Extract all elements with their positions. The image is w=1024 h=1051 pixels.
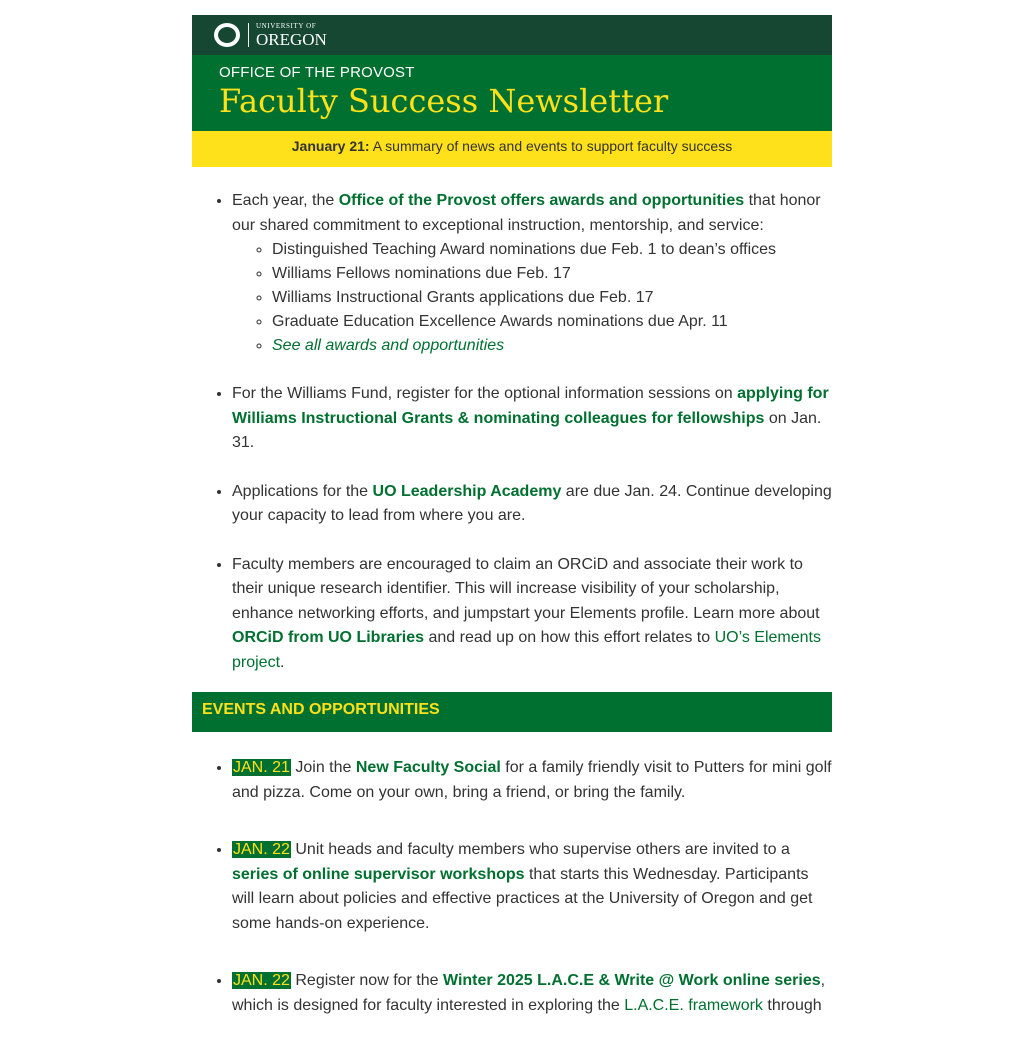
- list-item-awards: [232, 189, 832, 358]
- orcid-link[interactable]: ORCiD from UO Libraries: [232, 629, 425, 646]
- list-item-leadership: [232, 480, 832, 529]
- event-item: [232, 838, 832, 936]
- list-item-williams: [232, 382, 832, 456]
- item-text: Each year, the: [232, 192, 339, 209]
- event-date-badge: JAN. 22: [233, 841, 290, 858]
- item-text: .: [280, 653, 285, 671]
- office-label: OFFICE OF THE PROVOST: [219, 64, 415, 81]
- item-text: on Jan. 31.: [232, 409, 822, 451]
- awards-sublist: [232, 238, 832, 358]
- supervisor-workshops-link[interactable]: series of online supervisor workshops: [232, 865, 525, 883]
- item-text: Faculty members are encouraged to claim an ORCiD and associate their work to their unique research identifier. This will increase visibility of your scholarship, enhance networking efforts, and jumpstart your Elements profile. Learn more about: [232, 555, 820, 622]
- sub-list-item: ◦ Williams Fellows nominations due Feb. 17: [272, 262, 832, 286]
- event-text: , which is designed for faculty interested in exploring the: [232, 972, 826, 1014]
- item-text: and read up on how this effort relates to: [424, 629, 715, 646]
- sub-list-item: [272, 334, 832, 358]
- item-text: Applications for the: [232, 482, 373, 500]
- event-item: [232, 756, 832, 805]
- sub-list-item: ◦ Graduate Education Excellence Awards nominations due Apr. 11: [272, 310, 832, 334]
- news-list: [192, 189, 832, 675]
- leadership-academy-link[interactable]: UO Leadership Academy: [372, 482, 562, 500]
- wordmark-small: UNIVERSITY OF: [256, 21, 317, 30]
- list-item-orcid: [232, 553, 832, 676]
- events-list: [192, 756, 832, 1018]
- event-date-badge: JAN. 22: [233, 972, 290, 989]
- williams-sessions-link[interactable]: applying for Williams Instructional Grants & nominating colleagues for fellowships: [232, 385, 829, 427]
- see-all-awards-link[interactable]: See all awards and opportunities: [272, 337, 505, 354]
- uo-logo-bar: [192, 15, 832, 55]
- event-item: [232, 969, 832, 1018]
- logo-divider: [248, 23, 249, 47]
- awards-link[interactable]: Office of the Provost offers awards and opportunities: [338, 192, 745, 209]
- item-text: that honor our shared commitment to exceptional instruction, mentorship, and service:: [232, 192, 821, 234]
- sub-list-item: ◦ Distinguished Teaching Award nominations due Feb. 1 to dean’s offices: [272, 238, 832, 262]
- lace-write-series-link[interactable]: Winter 2025 L.A.C.E & Write @ Work online series: [443, 972, 821, 989]
- newsletter: [192, 15, 832, 1051]
- issue-date-bar: [192, 131, 832, 167]
- event-text: that starts this Wednesday. Participants will learn about policies and effective practices at the University of Oregon and get some hands-on experience.: [232, 865, 813, 932]
- new-faculty-social-link[interactable]: New Faculty Social: [355, 759, 501, 776]
- newsletter-header: [192, 55, 832, 131]
- sub-list-item: ◦ Williams Instructional Grants applications due Feb. 17: [272, 286, 832, 310]
- events-section-header: EVENTS AND OPPORTUNITIES: [192, 692, 832, 732]
- event-text: Unit heads and faculty members who supervise others are invited to a: [290, 841, 790, 858]
- event-text: through: [762, 996, 822, 1014]
- event-text: Join the: [290, 759, 356, 776]
- event-text: for a family friendly visit to Putters for mini golf and pizza. Come on your own, bring a friend, or bring the family.: [232, 759, 832, 801]
- issue-date: January 21:: [291, 138, 370, 154]
- newsletter-title: Faculty Success Newsletter: [219, 82, 669, 120]
- uo-o-logo-icon[interactable]: [214, 23, 240, 47]
- lace-framework-link[interactable]: L.A.C.E. framework: [624, 996, 763, 1014]
- event-text: Register now for the: [290, 972, 443, 989]
- item-text: are due Jan. 24. Continue developing your capacity to lead from where you are.: [232, 482, 832, 524]
- event-date-badge: JAN. 21: [233, 759, 290, 776]
- elements-project-link[interactable]: UO’s Elements project: [232, 629, 821, 671]
- uo-wordmark[interactable]: [256, 23, 327, 48]
- wordmark-big: OREGON: [256, 29, 327, 49]
- item-text: For the Williams Fund, register for the optional information sessions on: [232, 385, 738, 402]
- issue-summary: A summary of news and events to support faculty success: [369, 138, 733, 154]
